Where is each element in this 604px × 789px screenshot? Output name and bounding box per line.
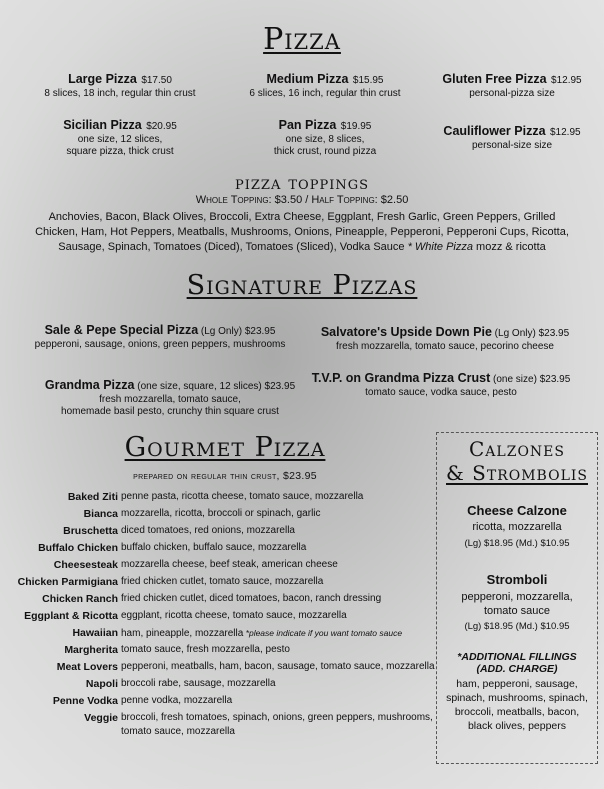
additional-fillings-title: (ADD. CHARGE) xyxy=(476,663,558,675)
stromboli-desc: tomato sauce xyxy=(483,605,551,617)
additional-fillings-title: *ADDITIONAL FILLINGS xyxy=(457,651,577,663)
cheese-calzone-name: Cheese Calzone xyxy=(467,503,567,518)
item-name: Gluten Free Pizza xyxy=(442,72,547,86)
calzones-title: & Strombolis xyxy=(446,461,588,485)
additional-fillings-list: ham, pepperoni, sausage, xyxy=(456,678,578,690)
menu-item-pan-pizza xyxy=(200,116,450,158)
calzones-title: Calzones xyxy=(469,437,565,461)
cheese-calzone-price: (Lg) $18.95 (Md.) $10.95 xyxy=(464,538,570,549)
item-desc: fresh mozzarella, tomato sauce, xyxy=(99,394,241,405)
item-desc: 6 slices, 16 inch, regular thin crust xyxy=(249,88,401,99)
item-price: $17.50 xyxy=(141,75,172,86)
item-price: $20.95 xyxy=(146,121,177,132)
item-desc: fresh mozzarella, tomato sauce, pecorino cheese xyxy=(336,341,554,352)
menu-item-salvatore: Salvatore's Upside Down Pie (Lg Only) $23.95 fresh mozzarella, tomato sauce, pecorino cheese xyxy=(300,323,590,353)
item-name: Large Pizza xyxy=(68,72,137,86)
additional-fillings-list: broccoli, meatballs, bacon, xyxy=(454,706,580,718)
gourmet-subtitle: prepared on regular thin crust, $23.95 xyxy=(133,470,317,482)
menu-item-tvp: T.V.P. on Grandma Pizza Crust (one size) $23.95 tomato sauce, vodka sauce, pesto xyxy=(296,369,586,399)
menu-item-grandma-pizza: Grandma Pizza (one size, square, 12 slices) $23.95 fresh mozzarella, tomato sauce, homemade basil pesto, crunchy thin square crust xyxy=(20,376,320,418)
item-name: Pan Pizza xyxy=(278,118,337,132)
stromboli-price: (Lg) $18.95 (Md.) $10.95 xyxy=(464,621,570,632)
calzones-panel xyxy=(436,432,598,764)
toppings-pricing: Whole Topping: $3.50 / Half Topping: $2.50 xyxy=(195,194,409,206)
item-price: $15.95 xyxy=(352,75,384,86)
item-desc: thick crust, round pizza xyxy=(273,146,377,157)
item-desc: pepperoni, sausage, onions, green peppers, mushrooms xyxy=(34,339,286,350)
item-desc: personal-pizza size xyxy=(469,88,555,99)
toppings-title: pizza toppings xyxy=(235,172,369,194)
item-desc: one size, 8 slices, xyxy=(285,134,365,145)
item-name: Medium Pizza xyxy=(266,72,349,86)
gourmet-title: Gourmet Pizza xyxy=(124,432,326,463)
gourmet-list: Baked Ziti penne pasta, ricotta cheese, tomato sauce, mozzarella Bianca mozzarella, ricotta, broccoli or spinach, garlic Bruschetta diced tomatoes, red onions, mozzarella Buffalo Chicken buffalo chicken, buffalo sauce, mozzarella Cheesesteak mozzarella cheese, beef steak, american cheese Chicken Parmigiana fried chicken cutlet, tomato sauce, mozzarella Chicken Ranch fried chicken cutlet, diced tomatoes, bacon, ranch dressing Eggplant & Ricotta eggplant, ricotta cheese, tomato sauce, mozzarella Hawaiian ham, pineapple, mozzarella *please indicate if you want tomato sauce Margherita tomato sauce, fresh mozzarella, pesto Meat Lovers pepperoni, meatballs, ham, bacon, sausage, tomato sauce, mozzarella Napoli broccoli rabe, sausage, mozzarella Penne Vodka penne vodka, mozzarella Veggie broccoli, fresh tomatoes, spinach, onions, green peppers, mushrooms, tomato sauce, mozzarella xyxy=(17,491,435,737)
toppings-list xyxy=(10,210,594,255)
item-price: $12.95 xyxy=(549,127,581,138)
pizza-title: Pizza xyxy=(263,22,341,57)
toppings-line: Sausage, Spinach, Tomatoes (Diced), Tomatoes (Sliced), Vodka Sauce * White Pizza mozz & ricotta xyxy=(58,241,546,253)
item-price: $19.95 xyxy=(340,121,372,132)
toppings-line: Anchovies, Bacon, Black Olives, Broccoli, Extra Cheese, Eggplant, Fresh Garlic, Green Peppers, Grilled xyxy=(48,211,556,223)
menu-item-sale-pepe: Sale & Pepe Special Pizza (Lg Only) $23.95 pepperoni, sausage, onions, green peppers, mushrooms xyxy=(20,321,300,351)
stromboli-desc: pepperoni, mozzarella, xyxy=(461,591,573,603)
item-desc: one size, 12 slices, xyxy=(77,134,163,145)
item-name: Sicilian Pizza xyxy=(63,118,142,132)
signature-title: Signature Pizzas xyxy=(186,270,418,301)
toppings-line: Chicken, Ham, Hot Peppers, Meatballs, Mushrooms, Onions, Pineapple, Pepperoni, Pepperoni Cups, Ricotta, xyxy=(35,226,569,238)
stromboli-name: Stromboli xyxy=(486,572,548,587)
item-desc: 8 slices, 18 inch, regular thin crust xyxy=(44,88,196,99)
menu-item-gluten-free-pizza xyxy=(420,70,604,100)
menu-item-cauliflower-pizza xyxy=(420,122,604,152)
item-desc: tomato sauce, vodka sauce, pesto xyxy=(365,387,517,398)
menu-item-medium-pizza xyxy=(200,70,450,100)
item-price: $12.95 xyxy=(551,75,582,86)
cheese-calzone-desc: ricotta, mozzarella xyxy=(472,521,562,533)
item-desc: personal-size size xyxy=(471,140,553,151)
item-name: Cauliflower Pizza xyxy=(443,124,546,138)
additional-fillings-list: spinach, mushrooms, spinach, xyxy=(446,692,588,704)
item-desc: square pizza, thick crust xyxy=(66,146,174,157)
additional-fillings-list: black olives, peppers xyxy=(467,720,567,732)
item-desc: homemade basil pesto, crunchy thin square crust xyxy=(61,406,279,417)
